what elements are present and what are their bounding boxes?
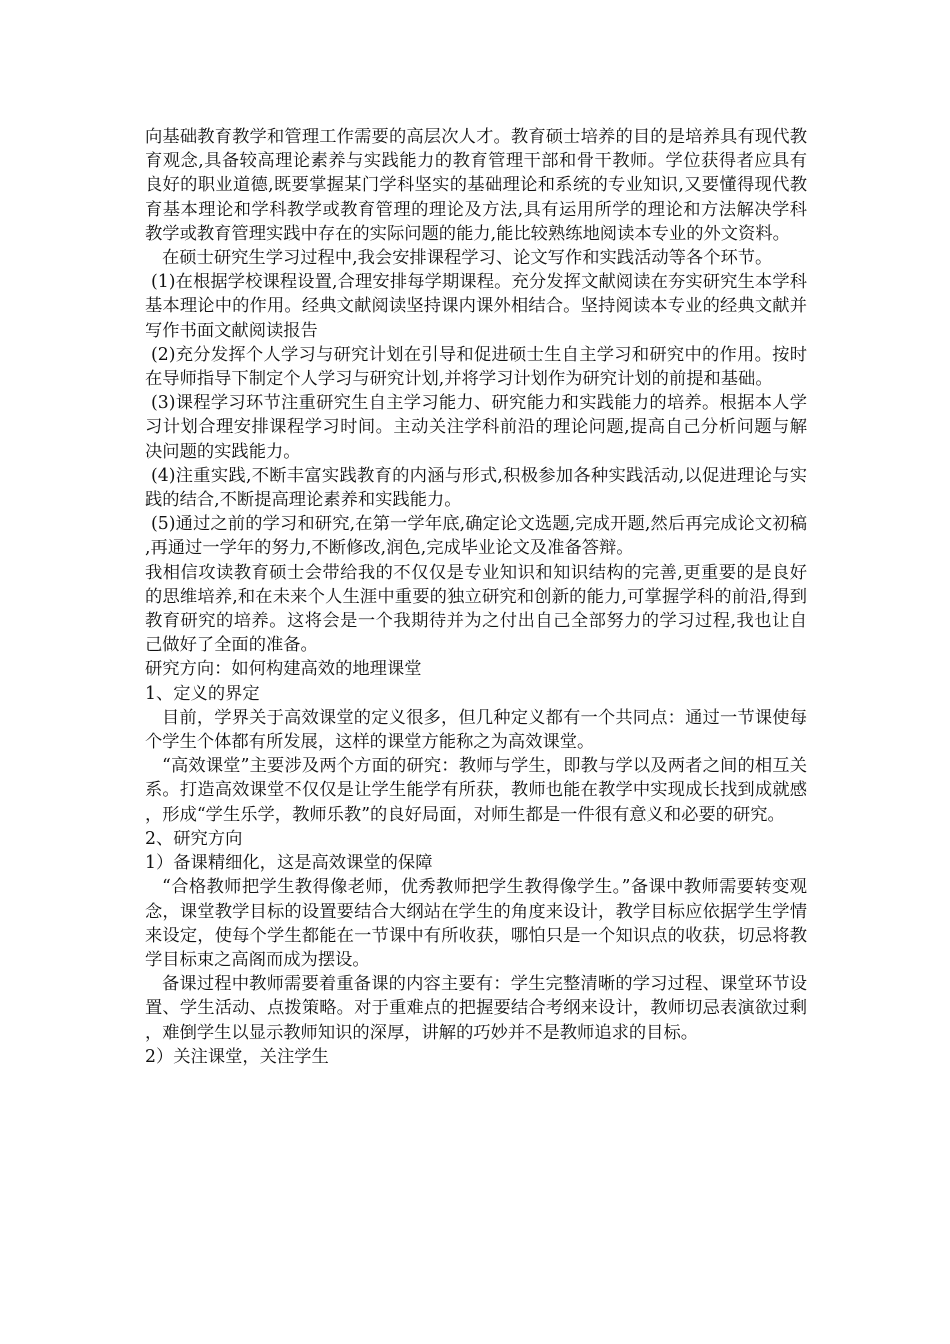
paragraph-training-goals: 向基础教育教学和管理工作需要的高层次人才。教育硕士培养的目的是培养具有现代教育观念,具备较高理论素养与实践能力的教育管理干部和骨干教师。学位获得者应具有良好的职业道德,既要掌握某门学科坚实的基础理论和系统的专业知识,又要懂得现代教育基本理论和学科教学或教育管理的理论及方法,具有运用所学的理论和方法解决学科教学或教育管理实践中存在的实际问题的能力,能比较熟练地阅读本专业的外文资料。: [145, 127, 807, 244]
paragraph-lesson-prep-1: “合格教师把学生教得像老师，优秀教师把学生教得像学生。”备课中教师需要转变观念，课堂教学目标的设置要结合大纲站在学生的角度来设计，教学目标应依据学生学情来设定，使每个学生都能在一节课中有所收获，哪怕只是一个知识点的收获，切忌将教学目标束之高阁而成为摆设。: [145, 877, 807, 970]
paragraph-definition-1: 目前，学界关于高效课堂的定义很多，但几种定义都有一个共同点：通过一节课使每个学生个体都有所发展，这样的课堂方能称之为高效课堂。: [145, 707, 807, 753]
heading-research-direction: 研究方向：如何构建高效的地理课堂: [145, 659, 422, 680]
paragraph-plan-item-1: (1)在根据学校课程设置,合理安排每学期课程。充分发挥文献阅读在夯实研究生本学科基本理论中的作用。经典文献阅读坚持课内课外相结合。坚持阅读本专业的经典文献并写作书面文献阅读报告: [145, 272, 807, 341]
paragraph-definition-2: “高效课堂”主要涉及两个方面的研究：教师与学生，即教与学以及两者之间的相互关系。打造高效课堂不仅仅是让学生能学有所获，教师也能在教学中实现成长找到成就感，形成“学生乐学，教师乐教”的良好局面，对师生都是一件很有意义和必要的研究。: [145, 756, 807, 825]
paragraph-lesson-prep-2: 备课过程中教师需要着重备课的内容主要有：学生完整清晰的学习过程、课堂环节设置、学生活动、点拨策略。对于重难点的把握要结合考纲来设计，教师切忌表演欲过剩，难倒学生以显示教师知识的深厚，讲解的巧妙并不是教师追求的目标。: [145, 974, 807, 1043]
paragraph-plan-item-5: (5)通过之前的学习和研究,在第一学年底,确定论文选题,完成开题,然后再完成论文初稿,再通过一学年的努力,不断修改,润色,完成毕业论文及准备答辩。: [145, 514, 807, 559]
document-body: [145, 125, 807, 1069]
heading-lesson-prep: 1）备课精细化，这是高效课堂的保障: [145, 853, 433, 874]
paragraph-conclusion: 我相信攻读教育硕士会带给我的不仅仅是专业知识和知识结构的完善,更重要的是良好的思维培养,和在未来个人生涯中重要的独立研究和创新的能力,可掌握学科的前沿,得到教育研究的培养。这将会是一个我期待并为之付出自己全部努力的学习过程,我也让自己做好了全面的准备。: [145, 562, 807, 656]
paragraph-plan-item-2: (2)充分发挥个人学习与研究计划在引导和促进硕士生自主学习和研究中的作用。按时在导师指导下制定个人学习与研究计划,并将学习计划作为研究计划的前提和基础。: [145, 344, 807, 390]
heading-research-focus: 2、研究方向: [145, 828, 243, 849]
paragraph-plan-item-3: (3)课程学习环节注重研究生自主学习能力、研究能力和实践能力的培养。根据本人学习计划合理安排课程学习时间。主动关注学科前沿的理论问题,提高自己分析问题与解决问题的实践能力。: [145, 393, 807, 462]
paragraph-plan-item-4: (4)注重实践,不断丰富实践教育的内涵与形式,积极参加各种实践活动,以促进理论与实践的结合,不断提高理论素养和实践能力。: [145, 465, 807, 511]
paragraph-study-plan-intro: 在硕士研究生学习过程中,我会安排课程学习、论文写作和实践活动等各个环节。: [162, 248, 773, 269]
heading-definition: 1、定义的界定: [145, 683, 260, 704]
heading-focus-classroom: 2）关注课堂，关注学生: [145, 1046, 329, 1067]
